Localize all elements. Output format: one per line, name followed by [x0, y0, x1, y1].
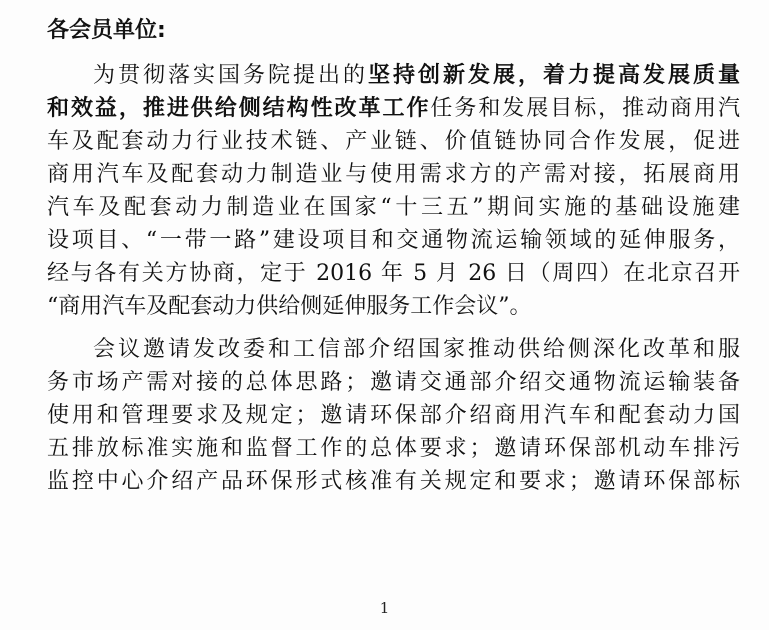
paragraph-1-line-1: [93, 61, 740, 91]
page-number: 1: [379, 599, 390, 617]
paragraph-2-line-5: 监控中心介绍产品环保形式核准有关规定和要求；邀请环保部标: [47, 469, 740, 494]
paragraph-2-line-2: 务市场产需对接的总体思路；邀请交通部介绍交通物流运输装备: [47, 370, 740, 395]
text-run: 任务和发展目标，推动商用汽: [430, 96, 740, 121]
paragraph-2-line-4: 五排放标准实施和监督工作的总体要求；邀请环保部机动车排污: [47, 436, 740, 461]
salutation: 各会员单位:: [47, 18, 166, 43]
paragraph-2-line-3: 使用和管理要求及规定；邀请环保部介绍商用汽车和配套动力国: [47, 403, 740, 428]
paragraph-1-line-6: 设项目、“一带一路”建设项目和交通物流运输领域的延伸服务，: [47, 228, 740, 253]
paragraph-1-line-2: [47, 94, 740, 124]
paragraph-1-line-3: 车及配套动力行业技术链、产业链、价值链协同合作发展，促进: [47, 129, 740, 154]
paragraph-1-line-5: 汽车及配套动力制造业在国家“十三五”期间实施的基础设施建: [47, 195, 740, 220]
paragraph-1-line-7: 经与各有关方协商，定于 2016 年 5 月 26 日（周四）在北京召开: [47, 261, 740, 286]
bold-text-run: 和效益，推进供给侧结构性改革工作: [47, 96, 431, 121]
text-run: 为贯彻落实国务院提出的: [93, 63, 368, 88]
paragraph-2-line-1: 会议邀请发改委和工信部介绍国家推动供给侧深化改革和服: [93, 337, 740, 362]
paragraph-1-line-4: 商用汽车及配套动力制造业与使用需求方的产需对接，拓展商用: [47, 162, 740, 187]
bold-text-run: 坚持创新发展，着力提高发展质量: [368, 63, 740, 88]
paragraph-1-line-8: “商用汽车及配套动力供给侧延伸服务工作会议”。: [47, 294, 532, 319]
